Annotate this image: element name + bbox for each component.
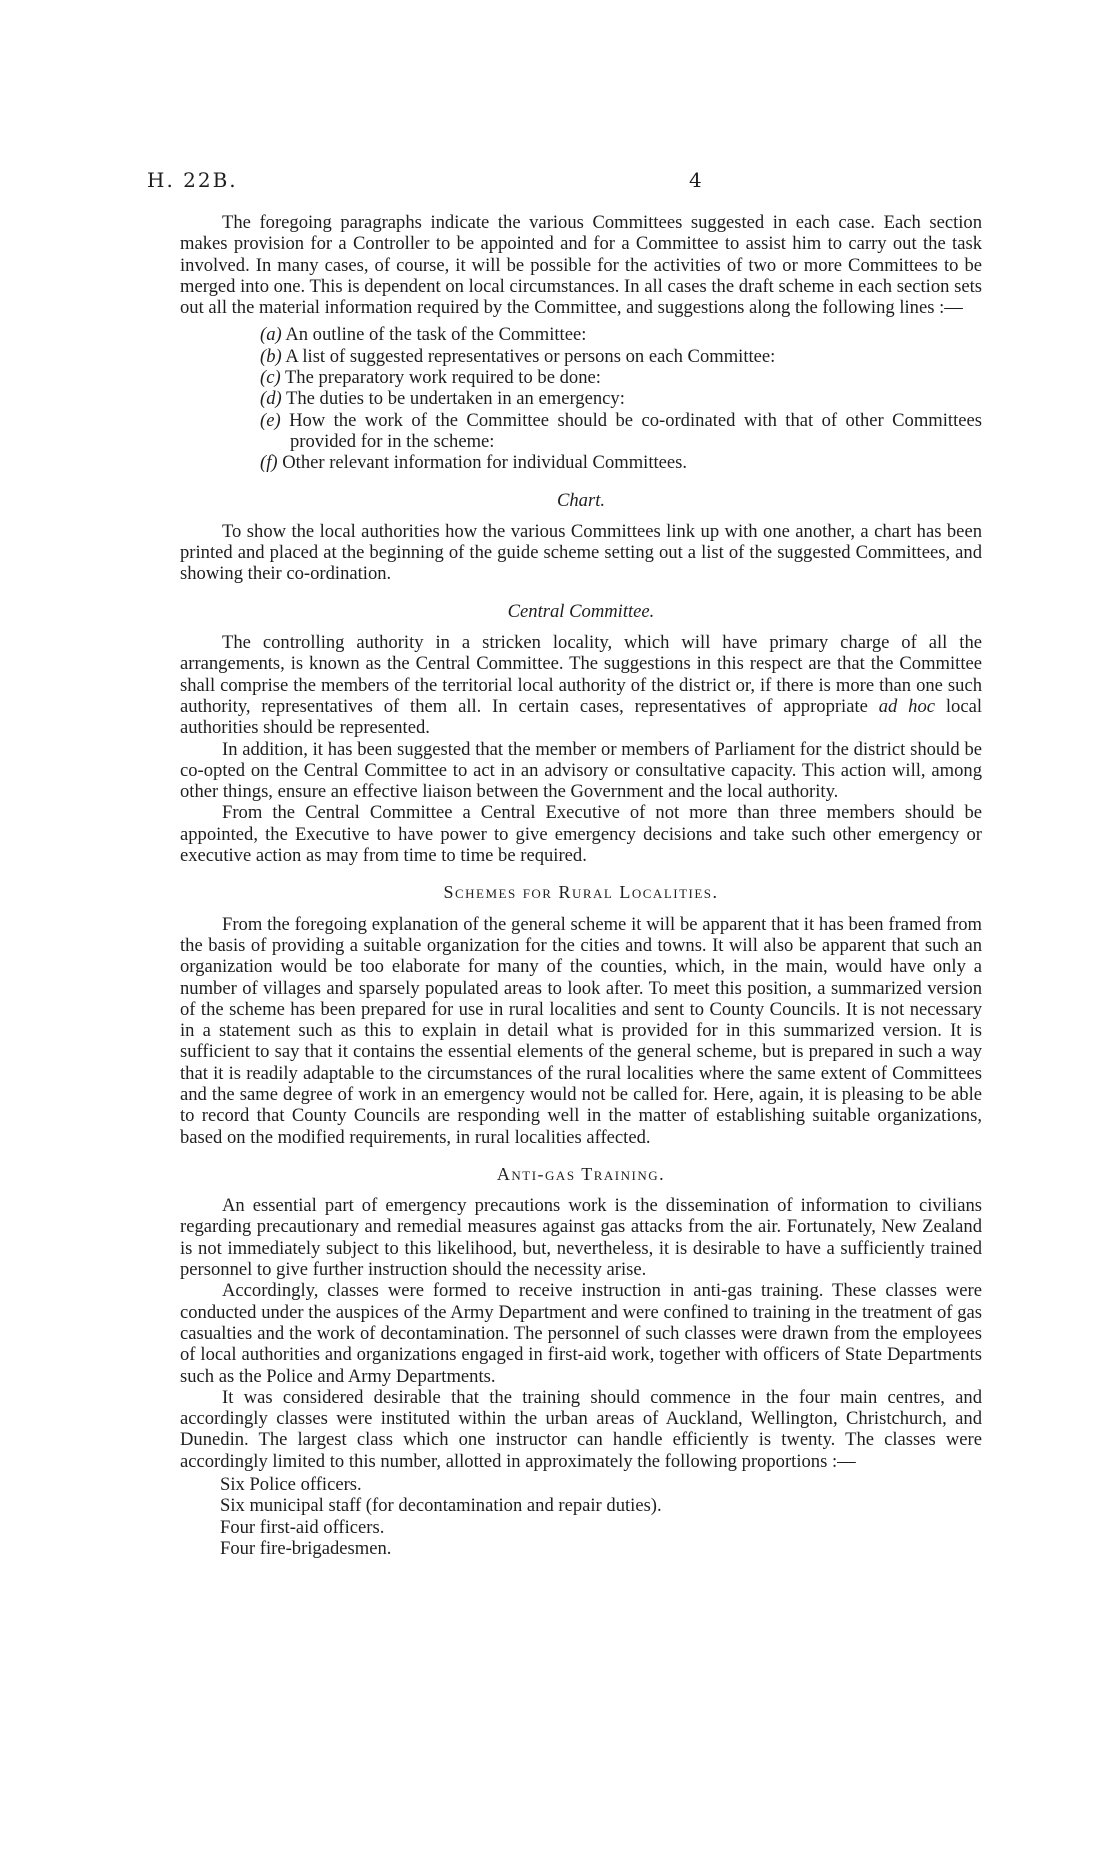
list-item-text: Other relevant information for individual Committees. [282,452,688,474]
page-number: 4 [689,168,702,192]
list-item: Six municipal staff (for decontamination and repair duties). [220,1495,662,1517]
list-item-text: The preparatory work required to be done: [284,367,601,389]
list-item-label: (e) [260,409,281,431]
page-header [137,168,977,198]
section-heading-antigas: Anti-gas Training. [496,1163,666,1184]
list-item: Six Police officers. [220,1474,362,1496]
antigas-paragraph-1: An essential part of emergency precautions work is the dissemination of information to civilians regarding precautionary and remedial measures against gas attacks from the air. Fortunately, New Zealand is not immediately subject to this likelihood, but, nevertheless, it is desirable to have a sufficiently trained personnel to give further instruction should the necessity arise. [180,1195,982,1281]
list-item [180,388,982,409]
central-committee-paragraph-1 [180,632,982,738]
antigas-paragraph-2: Accordingly, classes were formed to receive instruction in anti-gas training. These classes were conducted under the auspices of the Army Department and were confined to training in the treatment of gas casualties and the work of decontamination. The personnel of such classes were drawn from the employees of local authorities and organizations engaged in first-aid work, together with officers of State Departments such as the Police and Army Departments. [180,1280,982,1387]
list-item-label: (c) [260,367,281,389]
intro-paragraph: The foregoing paragraphs indicate the various Committees suggested in each case. Each section makes provision for a Controller to be appointed and for a Committee to assist him to carry out the task involved. In many cases, of course, it will be possible for the activities of two or more Committees to be merged into one. This is dependent on local circumstances. In all cases the draft scheme in each section sets out all the material information required by the Committee, and suggestions along the following lines :— [180,212,982,319]
chart-paragraph: To show the local authorities how the various Committees link up with one another, a chart has been printed and placed at the beginning of the guide scheme setting out a list of the suggested Committees, and showing their co-ordination. [180,520,982,585]
antigas-paragraph-3: It was considered desirable that the training should commence in the four main centres, and accordingly classes were instituted within the urban areas of Auckland, Wellington, Christchurch, and Dunedin. The largest class which one instructor can handle efficiently is twenty. The classes were accordingly limited to this number, allotted in approximately the following proportions :— [180,1386,982,1472]
list-item: Four first-aid officers. [220,1516,385,1538]
paragraph-text: The controlling authority in a stricken locality, which will have primary charge of all the arrangements, is known as the Central Committee. The suggestions in this respect are that the Committee shall comprise the members of the territorial local authority of the district or, if there is more than one such authority, representatives of them all. In certain cases, representatives of appropriate [180,632,982,717]
document-reference: H. 22B. [147,168,238,192]
central-committee-paragraph-2: In addition, it has been suggested that the member or members of Parliament for the district should be co-opted on the Central Committee to act in an advisory or consultative capacity. This action will, among other things, ensure an effective liaison between the Government and the local authority. [180,738,982,803]
section-heading-central-committee: Central Committee. [507,600,655,622]
list-item-text: The duties to be undertaken in an emergency: [286,388,625,410]
central-committee-paragraph-3: From the Central Committee a Central Executive of not more than three members should be appointed, the Executive to have power to give emergency decisions and take such other emergency or executive action as may from time to time be required. [180,802,982,867]
paragraph-text: local authorities should be represented. [180,695,983,739]
section-heading-chart: Chart. [556,489,606,511]
rural-paragraph: From the foregoing explanation of the general scheme it will be apparent that it has been framed from the basis of providing a suitable organization for the cities and towns. It will also be apparent that such an organization would be too elaborate for many of the counties, which, in the main, would have only a number of villages and sparsely populated areas to look after. To meet this position, a summarized version of the scheme has been prepared for use in rural localities and sent to County Councils. It is not necessary in a statement such as this to explain in detail what is provided for in this summarized version. It is sufficient to say that it contains the essential elements of the general scheme, but is prepared in such a way that it is readily adaptable to the circumstances of the rural localities where the same extent of Committees and the same degree of work in an emergency would not be called for. Here, again, it is pleasing to be able to record that County Councils are responding well in the matter of establishing suitable organizations, based on the modified requirements, in rural localities affected. [180,913,982,1148]
list-item-label: (d) [260,388,282,410]
committee-info-list [180,324,982,473]
document-body [180,212,982,1559]
list-item: Four fire-brigadesmen. [220,1537,392,1559]
list-item [180,452,982,473]
list-item-text: An outline of the task of the Committee: [285,324,587,346]
section-heading-rural: Schemes for Rural Localities. [443,882,719,903]
list-item [180,324,982,345]
list-item-label: (f) [260,452,278,474]
list-item-label: (b) [260,345,282,367]
list-item [180,346,982,367]
list-item-text: How the work of the Committee should be co-ordinated with that of other Committees provided for in the scheme: [289,409,982,452]
latin-term: ad hoc [878,695,936,717]
list-item-text: A list of suggested representatives or persons on each Committee: [285,345,776,367]
list-item-label: (a) [260,324,282,346]
list-item [180,410,982,453]
class-proportions-list [180,1474,982,1559]
list-item [180,367,982,388]
